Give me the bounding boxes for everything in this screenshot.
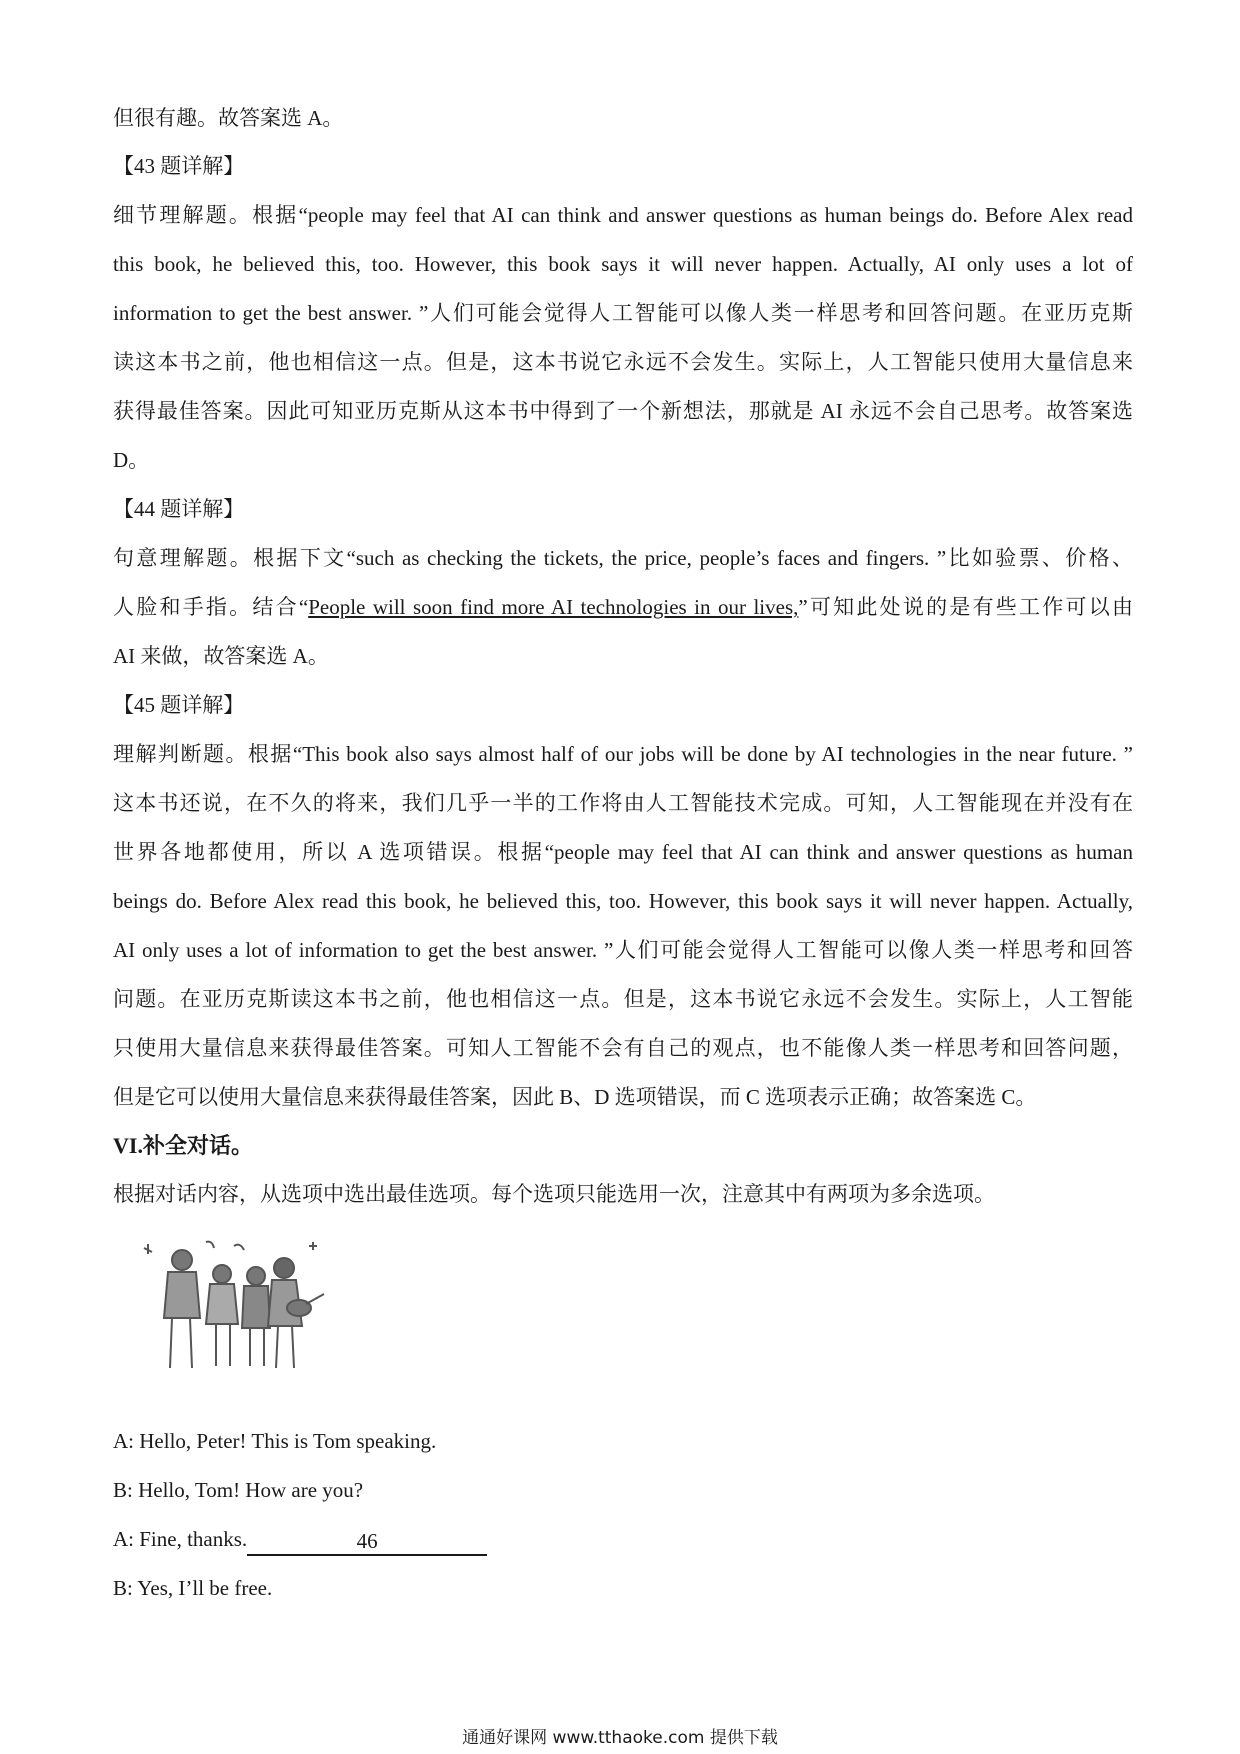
heading-q45: 【45 题详解】 <box>113 693 245 717</box>
dialogue-line-2: B: Hello, Tom! How are you? <box>113 1478 364 1502</box>
text-line-q43-1: 细节理解题。根据“people may feel that AI can think and answer questions as human beings do. Before Alex read <box>113 203 1133 227</box>
text-line-q45-8: 但是它可以使用大量信息来获得最佳答案，因此 B、D 选项错误，而 C 选项表示正确；故答案选 C。 <box>113 1085 1037 1109</box>
text-line-q43-2: this book, he believed this, too. However, this book says it will never happen. Actually, AI only uses a lot of <box>113 252 1133 276</box>
children-singing-illustration <box>134 1238 334 1378</box>
dialogue-line-1: A: Hello, Peter! This is Tom speaking. <box>113 1429 437 1453</box>
text-line-q45-2: 这本书还说，在不久的将来，我们几乎一半的工作将由人工智能技术完成。可知，人工智能现在并没有在 <box>113 791 1133 815</box>
text-segment: ”可知此处说的是有些工作可以由 <box>798 595 1133 619</box>
heading-q43: 【43 题详解】 <box>113 154 245 178</box>
dialogue-line-3-text: A: Fine, thanks. <box>113 1527 248 1551</box>
heading-q44: 【44 题详解】 <box>113 497 245 521</box>
text-line-q43-3: information to get the best answer. ”人们可能会觉得人工智能可以像人类一样思考和回答问题。在亚历克斯 <box>113 301 1133 325</box>
section-title: VI.补全对话。 <box>113 1133 253 1158</box>
instruction-text: 根据对话内容，从选项中选出最佳选项。每个选项只能选用一次，注意其中有两项为多余选项。 <box>113 1182 995 1206</box>
text-line-q45-7: 只使用大量信息来获得最佳答案。可知人工智能不会有自己的观点，也不能像人类一样思考和回答问题， <box>113 1036 1133 1060</box>
dialogue-line-4: B: Yes, I’ll be free. <box>113 1576 273 1600</box>
text-segment: 人脸和手指。结合“ <box>113 595 309 619</box>
text-line-q44-3: AI 来做，故答案选 A。 <box>113 644 329 668</box>
text-line-1: 但很有趣。故答案选 A。 <box>113 106 344 130</box>
text-line-q45-5: AI only uses a lot of information to get the best answer. ”人们可能会觉得人工智能可以像人类一样思考和回答 <box>113 938 1133 962</box>
text-line-q43-4: 读这本书之前，他也相信这一点。但是，这本书说它永远不会发生。实际上，人工智能只使用大量信息来 <box>113 350 1133 374</box>
text-line-q45-1: 理解判断题。根据“This book also says almost half of our jobs will be done by AI technologies in the near future. ” <box>113 742 1133 766</box>
underlined-quote: People will soon find more AI technologies in our lives, <box>308 595 799 619</box>
dialogue-line-3 <box>113 1523 1133 1555</box>
text-line-q45-6: 问题。在亚历克斯读这本书之前，他也相信这一点。但是，这本书说它永远不会发生。实际上，人工智能 <box>113 987 1133 1011</box>
text-line-q43-5: 获得最佳答案。因此可知亚历克斯从这本书中得到了一个新想法，那就是 AI 永远不会自己思考。故答案选 <box>113 399 1133 423</box>
footer-credit: 通通好课网 www.tthaoke.com 提供下载 <box>462 1728 778 1748</box>
answer-blank-46[interactable]: 46 <box>247 1528 487 1556</box>
text-line-q45-4: beings do. Before Alex read this book, he believed this, too. However, this book says it will never happen. Actually, <box>113 889 1133 913</box>
text-line-q43-6: D。 <box>113 448 150 472</box>
text-line-q45-3: 世界各地都使用，所以 A 选项错误。根据“people may feel that AI can think and answer questions as human <box>113 840 1133 864</box>
text-line-q44-2 <box>113 591 1133 623</box>
text-line-q44-1: 句意理解题。根据下文“such as checking the tickets, the price, people’s faces and fingers. ”比如验票、价格、 <box>113 546 1133 570</box>
